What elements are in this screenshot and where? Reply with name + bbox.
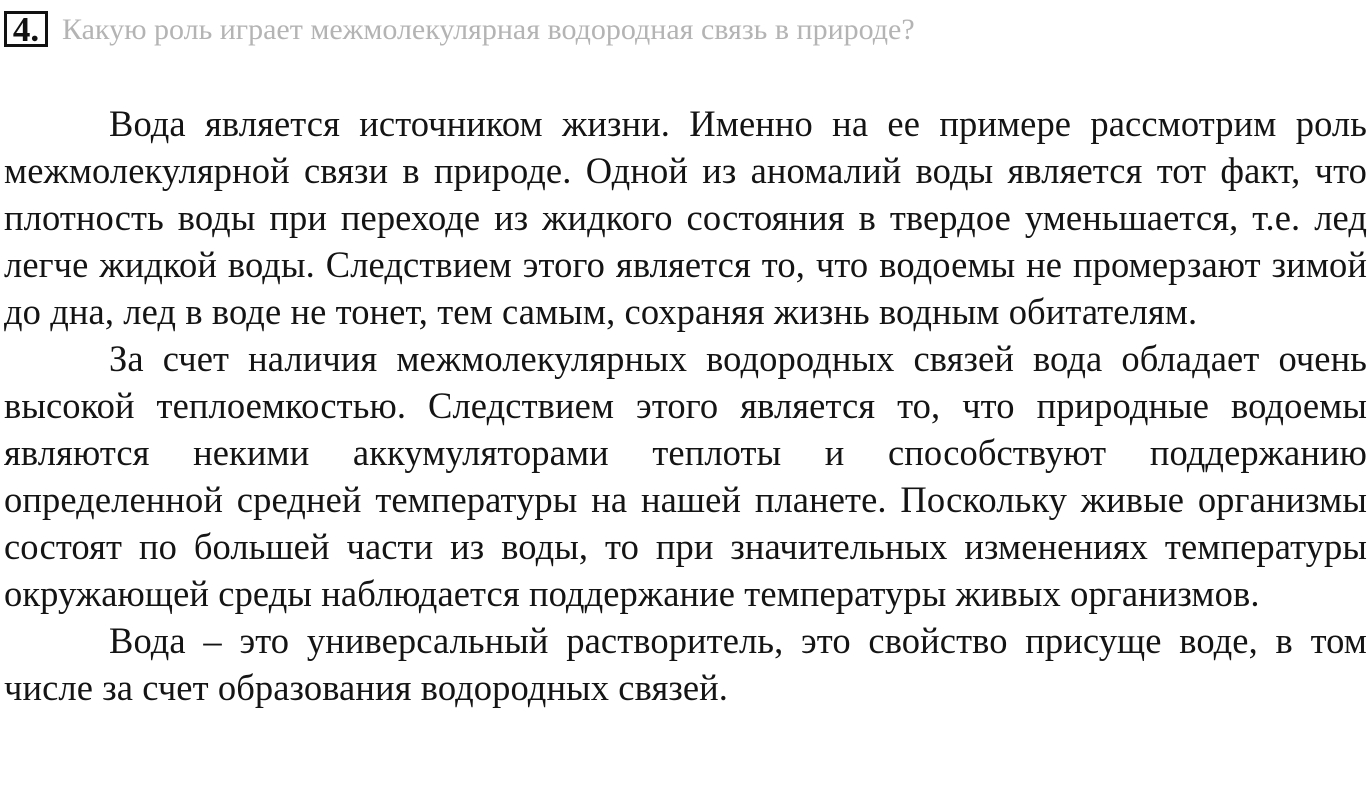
answer-paragraph-2: За счет наличия межмолекулярных водородных связей вода обладает очень высокой теплоемкостью. Следствием этого является то, что природные водоемы являются некими аккумуляторами теплоты и способствуют поддержанию определенной средней температуры на нашей планете. Поскольку живые организмы состоят по большей части из воды, то при значительных изменениях температуры окружающей среды наблюдается поддержание температуры живых организмов. bbox=[4, 338, 1367, 614]
answer-paragraph-3: Вода – это универсальный растворитель, это свойство присуще воде, в том числе за счет образования водородных связей. bbox=[4, 620, 1367, 708]
question-header bbox=[4, 0, 1367, 62]
page bbox=[4, 0, 1367, 708]
answer-body bbox=[4, 100, 1367, 711]
answer-paragraph-1: Вода является источником жизни. Именно на ее примере рассмотрим роль межмолекулярной связи в природе. Одной из аномалий воды является тот факт, что плотность воды при переходе из жидкого состояния в твердое уменьшается, т.е. лед легче жидкой воды. Следствием этого является то, что водоемы не промерзают зимой до дна, лед в воде не тонет, тем самым, сохраняя жизнь водным обитателям. bbox=[4, 103, 1367, 332]
question-text: Какую роль играет межмолекулярная водородная связь в природе? bbox=[62, 13, 915, 46]
question-number-box: 4. bbox=[4, 11, 48, 47]
